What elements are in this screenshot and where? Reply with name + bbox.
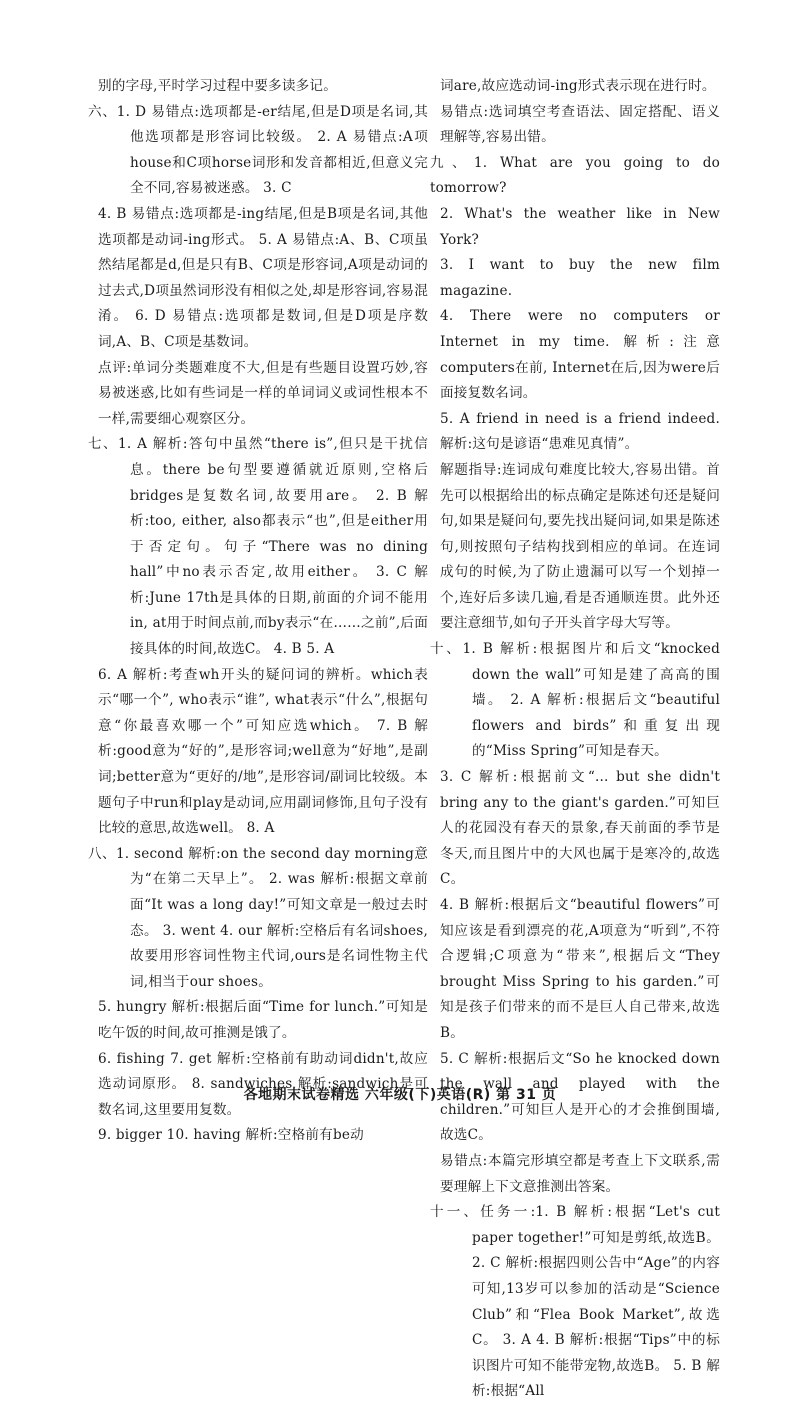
paragraph: 词are,故应选动词-ing形式表示现在进行时。 bbox=[440, 78, 716, 94]
right-column bbox=[430, 74, 720, 1405]
error-note: 易错点:选词填空考查语法、固定搭配、语义理解等,容易出错。 bbox=[440, 103, 720, 146]
paragraph: 别的字母,平时学习过程中要多读多记。 bbox=[98, 78, 338, 94]
page-footer: 各地期末试卷精选 六年级(下)英语(R) 第 31 页 bbox=[243, 1087, 557, 1103]
paragraph: 5. C 解析:根据后文“So he knocked down the wall and played with the children.”可知巨人是开心的才会推倒围墙,故选C。 bbox=[440, 1050, 720, 1144]
answer-line: 2. What's the weather like in New York? bbox=[440, 205, 720, 248]
paragraph: 5. hungry 解析:根据后面“Time for lunch.”可知是吃午饭的时间,故可推测是饿了。 bbox=[98, 999, 428, 1041]
section-eight-paragraph: 八、1. second 解析:on the second day morning意为“在第二天早上”。 2. was 解析:根据文章前面“It was a long day!”可知文章是一般过去时态。 3. went 4. our 解析:空格后有名词shoes,故要用形容词性物主代词,ours是名词性物主代词,相当于our shoes。 bbox=[88, 845, 428, 990]
section-eleven-paragraph: 十一、任务一:1. B 解析:根据“Let's cut paper together!”可知是剪纸,故选B。 2. C 解析:根据四则公告中“Age”的内容可知,13岁可以参加的活动是“Science Club”和“Flea Book Market”,故选C。 3. A 4. B 解析:根据“Tips”中的标识图片可知不能带宠物,故选B。 5. B 解析:根据“All bbox=[430, 1204, 720, 1400]
paragraph: 6. A 解析:考查wh开头的疑问词的辨析。which表示“哪一个”, who表示“谁”, what表示“什么”,根据句意“你最喜欢哪一个”可知应选which。 7. B 解析:good意为“好的”,是形容词;well意为“好地”,是副词;better意为“更好的/地”,是形容词/副词比较级。本题句子中run和play是动词,应用副词修饰,且句子没有比较的意思,故选well。 8. A bbox=[98, 666, 428, 837]
error-note: 易错点:本篇完形填空都是考查上下文联系,需要理解上下文意推测出答案。 bbox=[440, 1152, 720, 1195]
paragraph: 4. B 易错点:选项都是-ing结尾,但是B项是名词,其他选项都是动词-ing形式。 5. A 易错点:A、B、C项虽然结尾都是d,但是只有B、C项是形容词,A项是动词的过去式,D项虽然词形没有相似之处,却是形容词,容易混淆。 6. D 易错点:选项都是数词,但是D项是序数词,A、B、C项是基数词。 bbox=[98, 205, 428, 350]
answer-line: 4. There were no computers or Internet in my time. 解析:注意computers在前, Internet在后,因为were后面接复数名词。 bbox=[440, 308, 720, 402]
section-ten-paragraph: 十、1. B 解析:根据图片和后文“knocked down the wall”可知是建了高高的围墙。 2. A 解析:根据后文“beautiful flowers and birds”和重复出现的“Miss Spring”可知是春天。 bbox=[430, 641, 720, 760]
paragraph: 9. bigger 10. having 解析:空格前有be动 bbox=[98, 1127, 364, 1144]
answer-line: 3. I want to buy the new film magazine. bbox=[440, 257, 720, 299]
paragraph: 4. B 解析:根据后文“beautiful flowers”可知应该是看到漂亮的花,A项意为“听到”,不符合逻辑;C项意为“带来”,根据后文“They brought Miss Spring to his garden.”可知是孩子们带来的而不是巨人自己带来,故选B。 bbox=[440, 897, 720, 1041]
section-six-paragraph: 六、1. D 易错点:选项都是-er结尾,但是D项是名词,其他选项都是形容词比较级。 2. A 易错点:A项house和C项horse词形和发音都相近,但意义完全不同,容易被迷惑。 3. C bbox=[88, 103, 428, 197]
comment-paragraph: 点评:单词分类题难度不大,但是有些题目设置巧妙,容易被迷惑,比如有些词是一样的单词词义或词性根本不一样,需要细心观察区分。 bbox=[98, 359, 428, 427]
paragraph: 3. C 解析:根据前文“... but she didn't bring any to the giant's garden.”可知巨人的花园没有春天的景象,春天前面的季节是冬天,而且图片中的大风也属于是寒冷的,故选C。 bbox=[440, 769, 720, 888]
paragraph: 6. fishing 7. get 解析:空格前有助动词didn't,故应选动词原形。 8. sandwiches 解析:sandwich是可数名词,这里要用复数。 bbox=[98, 1050, 428, 1118]
answer-line: 5. A friend in need is a friend indeed. 解析:这句是谚语“患难见真情”。 bbox=[440, 410, 720, 453]
left-column bbox=[88, 74, 428, 1149]
guidance-paragraph: 解题指导:连词成句难度比较大,容易出错。首先可以根据给出的标点确定是陈述句还是疑问句,如果是疑问句,要先找出疑问词,如果是陈述句,则按照句子结构找到相应的单词。在连词成句的时候,为了防止遗漏可以写一个划掉一个,连好后多读几遍,看是否通顺连贯。此外还要注意细节,如句子开头首字母大写等。 bbox=[440, 461, 720, 632]
section-nine-item: 九、1. What are you going to do tomorrow? bbox=[430, 154, 720, 197]
section-seven-paragraph: 七、1. A 解析:答句中虽然“there is”,但只是干扰信息。there be句型要遵循就近原则,空格后bridges是复数名词,故要用are。 2. B 解析:too, either, also都表示“也”,但是either用于否定句。句子“There was no dining hall”中no表示否定,故用either。 3. C 解析:June 17th是具体的日期,前面的介词不能用in, at用于时间点前,而by表示“在……之前”,后面接具体的时间,故选C。 4. B 5. A bbox=[88, 436, 428, 658]
